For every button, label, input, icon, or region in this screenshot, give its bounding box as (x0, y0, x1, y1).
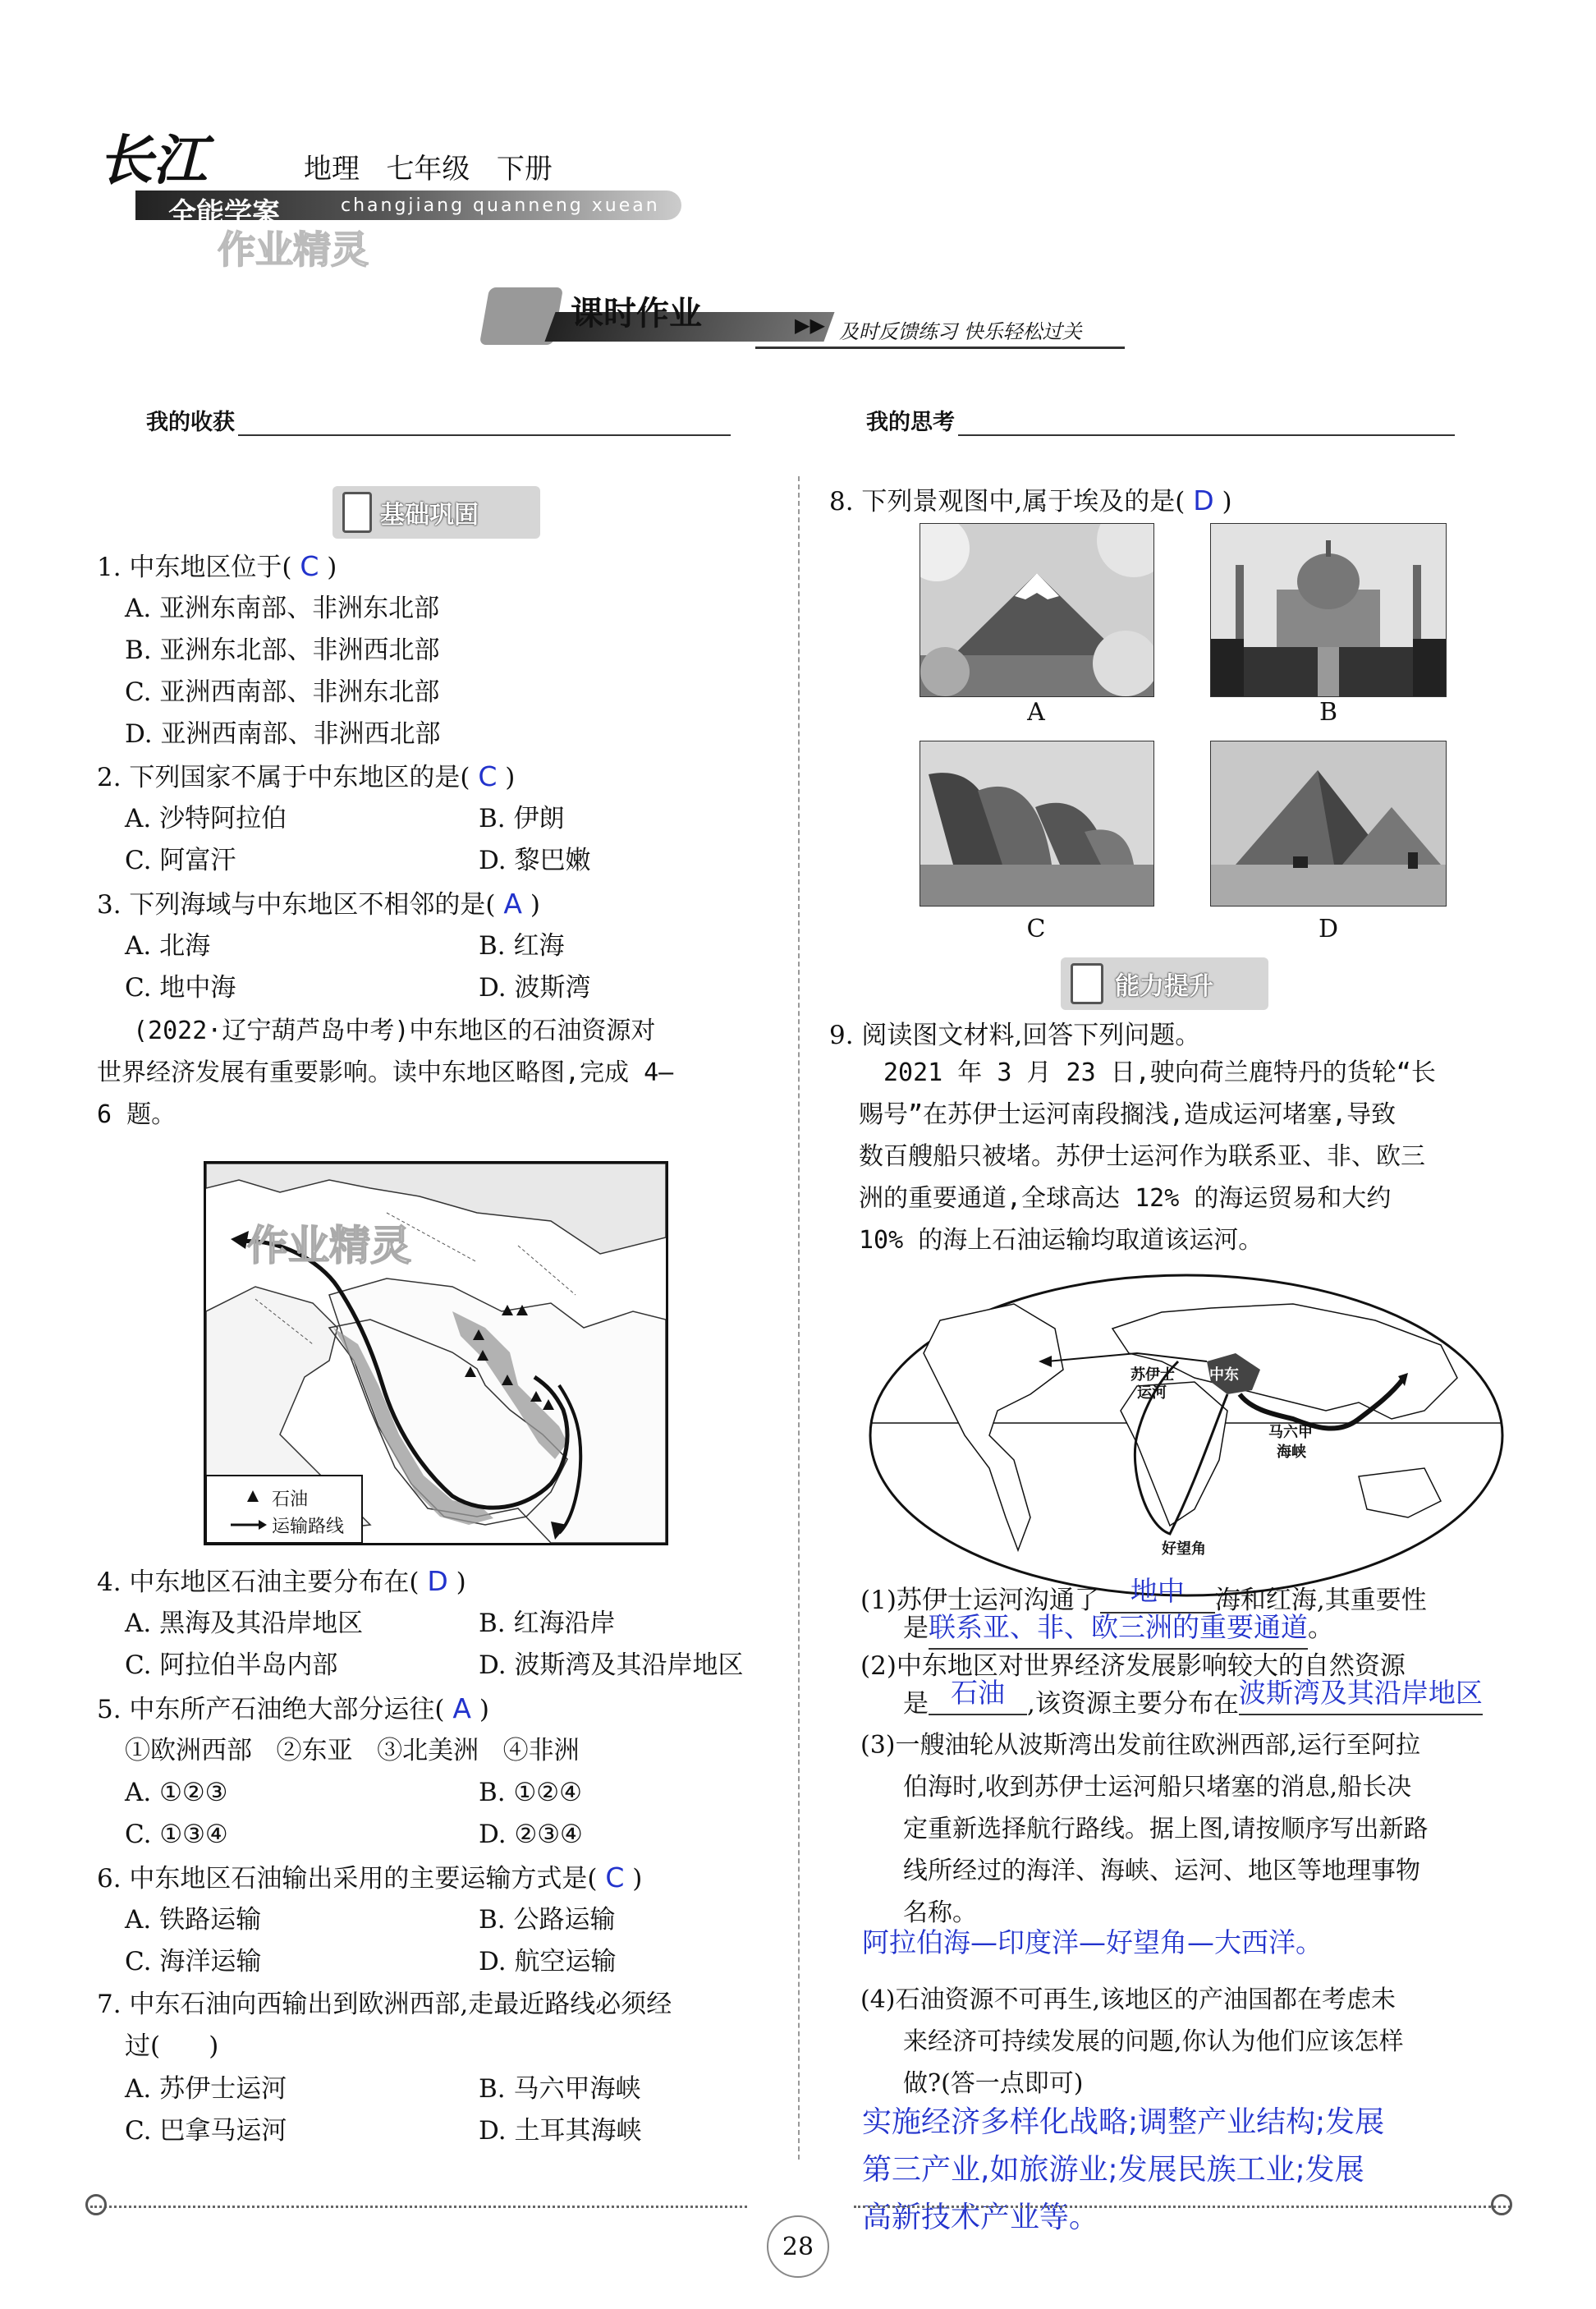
caption-c: C (1026, 915, 1046, 943)
label-cape: 好望角 (1162, 1540, 1206, 1558)
q3-option-c: C. 地中海 (125, 973, 236, 1003)
intro-4-6: (2022·辽宁葫芦岛中考)中东地区的石油资源对 世界经济发展有重要影响。读中东地区略图,完成 4— 6 题。 (97, 1017, 674, 1129)
q1-option-a: A. 亚洲东南部、非洲东北部 (125, 594, 440, 623)
header-watermark: 作业精灵 (218, 227, 369, 272)
play-icon: ▶▶ (795, 314, 825, 337)
think-field[interactable] (958, 410, 1455, 436)
grade: 七年级 (386, 153, 470, 186)
q6-answer: C (605, 1861, 625, 1894)
slogan: 及时反馈练习 快乐轻松过关 (839, 320, 1082, 343)
q4-option-d: D. 波斯湾及其沿岸地区 (479, 1650, 744, 1680)
q1-option-b: B. 亚洲东北部、非洲西北部 (125, 636, 440, 665)
label-malacca-2: 海峡 (1277, 1444, 1306, 1461)
q7-option-a: A. 苏伊士运河 (125, 2074, 287, 2104)
legend-oil-label: 石油 (272, 1490, 309, 1510)
q1-stem: 1. 中东地区位于( C ) (97, 550, 337, 582)
q8-stem: 8. 下列景观图中,属于埃及的是( D ) (829, 484, 1232, 516)
q9-material: 2021 年 3 月 23 日,驶向荷兰鹿特丹的货轮“长 赐号”在苏伊士运河南段搁浅,造成运河堵塞,导致 数百艘船只被堵。苏伊士运河作为联系亚、非、欧三 洲的重要通道,全球高达 12% 的海运贸易和大约 10% 的海上石油运输均取道该运河。 (859, 1058, 1436, 1255)
q4-option-c: C. 阿拉伯半岛内部 (125, 1650, 338, 1680)
q6-option-c: C. 海洋运输 (125, 1947, 262, 1976)
brand-sub: 全能学案 (168, 197, 280, 230)
q6-option-b: B. 公路运输 (479, 1905, 616, 1935)
q7-option-b: B. 马六甲海峡 (479, 2074, 641, 2104)
q3-option-b: B. 红海 (479, 931, 565, 961)
q1-answer: C (300, 550, 319, 582)
q2-answer: C (478, 760, 498, 792)
q4-option-a: A. 黑海及其沿岸地区 (125, 1609, 364, 1638)
label-malacca: 马六甲 (1268, 1424, 1313, 1441)
q6-option-a: A. 铁路运输 (125, 1905, 262, 1935)
label-suez-2: 运河 (1137, 1384, 1167, 1402)
clipboard-icon (1071, 963, 1103, 1004)
map1-watermark: 作业精灵 (247, 1222, 411, 1269)
q9-part3-answer[interactable]: 阿拉伯海—印度洋—好望角—大西洋。 (862, 1926, 1323, 1958)
q1-option-c: C. 亚洲西南部、非洲东北部 (125, 677, 440, 707)
q7-option-c: C. 巴拿马运河 (125, 2116, 287, 2146)
q2-option-a: A. 沙特阿拉伯 (125, 804, 287, 833)
label-mideast: 中东 (1209, 1366, 1239, 1384)
q4-option-b: B. 红海沿岸 (479, 1609, 616, 1638)
q4-answer: D (427, 1565, 448, 1597)
section-basic-label: 基础巩固 (380, 501, 479, 530)
footer-rule-right (854, 2206, 1511, 2208)
q5-items: ①欧洲西部 ②东亚 ③北美洲 ④非洲 (125, 1736, 580, 1765)
footer-ornament-left (85, 2194, 107, 2215)
gain-label: 我的收获 (146, 410, 235, 435)
q5-stem: 5. 中东所产石油绝大部分运往( A ) (97, 1692, 489, 1724)
q3-option-d: D. 波斯湾 (479, 973, 591, 1003)
notebook-icon (342, 492, 372, 533)
q2-option-d: D. 黎巴嫩 (479, 846, 591, 875)
q9-stem: 9. 阅读图文材料,回答下列问题。 (829, 1021, 1201, 1050)
q7-option-d: D. 土耳其海峡 (479, 2116, 642, 2146)
photo-a-mount-fuji (920, 523, 1154, 697)
brand-pinyin: changjiang quanneng xuean (341, 195, 660, 216)
subject: 地理 (304, 153, 360, 186)
page-number: 28 (782, 2232, 814, 2261)
q8-answer: D (1193, 484, 1214, 516)
q9-part1-line2: 是联系亚、非、欧三洲的重要通道。 (903, 1606, 1333, 1650)
photo-d-pyramids (1210, 741, 1447, 907)
think-row (866, 404, 1455, 436)
q3-answer: A (503, 888, 522, 920)
world-map (866, 1271, 1507, 1600)
footer-ornament-right (1491, 2194, 1512, 2215)
q9-part2-line1: (2)中东地区对世界经济发展影响较大的自然资源 (860, 1651, 1406, 1681)
middle-east-map (204, 1161, 668, 1545)
column-divider (798, 476, 800, 2160)
footer-rule-left (90, 2206, 747, 2208)
q9-part1-line1: (1)苏伊士运河沟通了 地中 海和红海,其重要性 (860, 1578, 1427, 1622)
q5-answer: A (452, 1692, 471, 1724)
section-basic (332, 486, 540, 539)
legend-route-label: 运输路线 (272, 1517, 345, 1537)
book-info (304, 146, 553, 186)
photo-b-taj-mahal (1210, 523, 1447, 697)
q9-part2-line2: 是 石油 ,该资源主要分布在波斯湾及其沿岸地区 (903, 1682, 1483, 1725)
q9-part2-answer-a[interactable]: 石油 (929, 1672, 1027, 1715)
caption-d: D (1318, 915, 1339, 943)
section-ability (1061, 957, 1268, 1010)
volume: 下册 (496, 153, 553, 186)
q4-stem: 4. 中东地区石油主要分布在( D ) (97, 1565, 466, 1597)
banner-underline (755, 347, 1125, 349)
section-title: 课时作业 (571, 295, 702, 333)
q9-part2-answer-b[interactable]: 波斯湾及其沿岸地区 (1239, 1672, 1483, 1715)
q9-part4: (4)石油资源不可再生,该地区的产油国都在考虑未 来经济可持续发展的问题,你认为他们应该怎样 做?(答一点即可) (860, 1985, 1404, 2098)
think-label: 我的思考 (866, 410, 955, 435)
q6-option-d: D. 航空运输 (479, 1947, 617, 1976)
page-number-badge (767, 2215, 829, 2278)
caption-b: B (1319, 698, 1338, 727)
label-suez: 苏伊士 (1130, 1366, 1175, 1384)
caption-a: A (1027, 698, 1045, 727)
q1-option-d: D. 亚洲西南部、非洲西北部 (125, 719, 441, 749)
gain-field[interactable] (238, 410, 731, 436)
brand-cn: 长江 (99, 128, 207, 192)
q7-stem: 7. 中东石油向西输出到欧洲西部,走最近路线必须经 (97, 1990, 672, 2019)
section-ability-label: 能力提升 (1115, 972, 1213, 1001)
q3-option-a: A. 北海 (125, 931, 211, 961)
q5-option-d: D. ②③④ (479, 1820, 583, 1849)
q9-part4-answer[interactable]: 实施经济多样化战略;调整产业结构;发展 第三产业,如旅游业;发展民族工业;发展 高新技术产业等。 (862, 2105, 1385, 2234)
q7-stem-cont: 过( ) (125, 2031, 219, 2061)
q9-part3: (3)一艘油轮从波斯湾出发前往欧洲西部,运行至阿拉 伯海时,收到苏伊士运河船只堵塞的消息,船长决 定重新选择航行路线。据上图,请按顺序写出新路 线所经过的海洋、海峡、运河、地区等地理事物 名称。 (860, 1731, 1429, 1927)
q5-option-a: A. ①②③ (125, 1778, 228, 1807)
q9-part1-answer-b[interactable]: 联系亚、非、欧三洲的重要通道 (929, 1606, 1308, 1650)
q5-option-c: C. ①③④ (125, 1820, 228, 1849)
q5-option-b: B. ①②④ (479, 1778, 582, 1807)
homework-banner (484, 279, 1133, 361)
q2-option-b: B. 伊朗 (479, 804, 565, 833)
q9-part1-answer-a[interactable]: 地中 (1100, 1570, 1215, 1614)
gain-row (146, 404, 731, 436)
q3-stem: 3. 下列海域与中东地区不相邻的是( A ) (97, 888, 540, 920)
q2-stem: 2. 下列国家不属于中东地区的是( C ) (97, 760, 516, 792)
photo-c-opera-house (920, 741, 1154, 907)
q6-stem: 6. 中东地区石油输出采用的主要运输方式是( C ) (97, 1861, 643, 1894)
q2-option-c: C. 阿富汗 (125, 846, 236, 875)
